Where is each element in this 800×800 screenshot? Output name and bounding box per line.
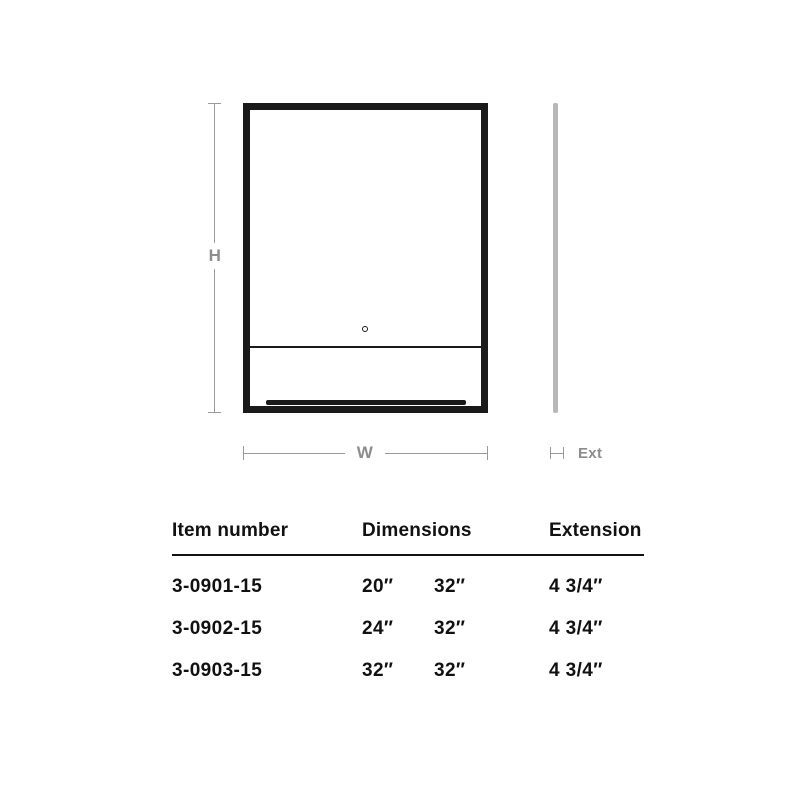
cell-item-number: 3-0903-15 <box>172 660 263 681</box>
height-dimension-cap-top <box>208 103 221 104</box>
cell-extension: 4 3/4″ <box>549 660 603 681</box>
mirror-side-view <box>553 103 558 413</box>
table-row <box>172 598 644 640</box>
height-dimension-cap-bottom <box>208 412 221 413</box>
cell-height: 32″ <box>434 660 466 681</box>
width-dimension-label: W <box>345 443 385 463</box>
extension-dimension-cap-right <box>563 447 564 459</box>
table-row <box>172 640 644 682</box>
table-header-row <box>172 520 644 555</box>
light-bar <box>266 400 466 405</box>
cell-height: 32″ <box>434 618 466 639</box>
extension-dimension-line <box>551 453 563 454</box>
cell-width: 20″ <box>362 576 394 597</box>
cell-width: 32″ <box>362 660 394 681</box>
cell-height: 32″ <box>434 576 466 597</box>
width-dimension-cap-left <box>243 446 244 460</box>
extension-dimension-label: Ext <box>578 445 603 462</box>
column-header-extension: Extension <box>549 520 642 541</box>
cell-extension: 4 3/4″ <box>549 576 603 597</box>
column-header-item-number: Item number <box>172 520 289 541</box>
specification-table <box>172 520 644 682</box>
column-header-dimensions: Dimensions <box>362 520 472 541</box>
shelf-line <box>250 346 481 348</box>
cell-item-number: 3-0901-15 <box>172 576 263 597</box>
table-row <box>172 555 644 598</box>
cell-width: 24″ <box>362 618 394 639</box>
cell-item-number: 3-0902-15 <box>172 618 263 639</box>
cell-extension: 4 3/4″ <box>549 618 603 639</box>
extension-dimension-cap-left <box>550 447 551 459</box>
width-dimension-cap-right <box>487 446 488 460</box>
sensor-dot-icon <box>362 326 368 332</box>
mirror-front-view <box>243 103 488 413</box>
height-dimension-label: H <box>200 243 230 269</box>
